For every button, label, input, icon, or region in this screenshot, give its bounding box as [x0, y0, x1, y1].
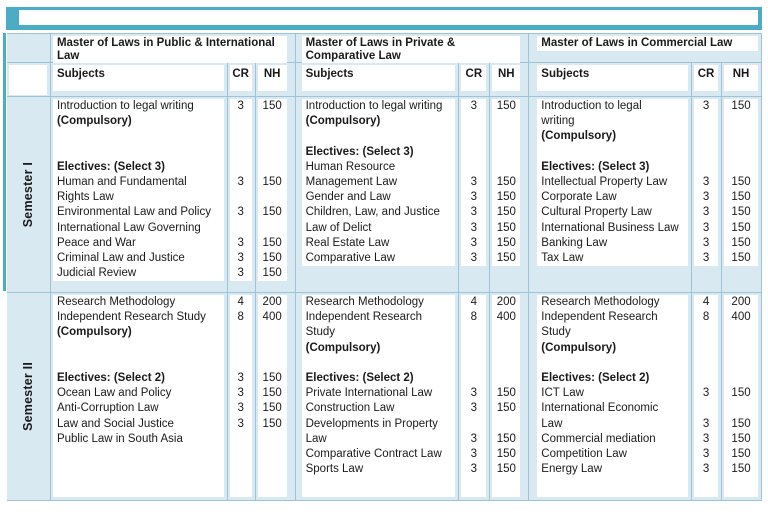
subject-line: International Economic: [541, 402, 659, 415]
value-line: 200: [496, 296, 516, 308]
value-line: 400: [496, 311, 516, 324]
cr-header: CR: [461, 65, 486, 91]
value-line: [461, 417, 486, 432]
value-line: 3: [470, 463, 478, 476]
value-line: [258, 341, 287, 356]
value-line: 150: [262, 371, 282, 384]
value-line: [492, 145, 520, 160]
value-line: [724, 356, 758, 371]
subject-line: Banking Law: [541, 236, 608, 249]
value-line: 150: [496, 463, 516, 476]
subject-line: Independent Research Study: [56, 311, 206, 324]
p1-sem1-nh-cell: [256, 97, 290, 292]
p3-sem1-cr-cell: [692, 97, 722, 292]
semester-2-label: Semester II: [21, 362, 36, 431]
subject-line: Introduction to legal writing: [56, 100, 194, 112]
semester-1-label: Semester I: [21, 161, 36, 228]
value-line: [461, 129, 486, 144]
subjects-header: Subjects: [302, 65, 456, 91]
value-line: [724, 325, 758, 340]
value-line: [461, 145, 486, 160]
value-line: 150: [731, 175, 751, 188]
value-line: 3: [470, 432, 478, 445]
value-line: 150: [496, 387, 516, 400]
subject-line: Independent Research: [541, 311, 658, 324]
curriculum-table: [7, 33, 762, 501]
value-line: [461, 371, 486, 386]
subject-line: Tax Law: [541, 251, 584, 264]
value-line: [724, 129, 758, 144]
value-line: 3: [237, 371, 244, 384]
p3-nh-header-cell: [722, 63, 761, 96]
value-line: 150: [496, 175, 516, 188]
subject-line: Electives: (Select 3): [305, 145, 414, 158]
subject-line: [537, 356, 688, 371]
value-line: 150: [731, 236, 751, 249]
value-line: [724, 160, 758, 175]
value-line: 3: [237, 251, 244, 264]
value-line: [230, 114, 252, 129]
value-line: [258, 190, 287, 205]
value-line: [724, 401, 758, 416]
program-1-title-cell: [51, 34, 290, 62]
subjects-header: Subjects: [53, 65, 224, 91]
column-separator: [523, 34, 535, 62]
subject-line: Intellectual Property Law: [541, 175, 668, 188]
value-line: 4: [237, 296, 244, 308]
value-line: 150: [262, 267, 282, 280]
value-line: 150: [496, 402, 516, 415]
p3-sem2-nh-cell: [722, 293, 761, 500]
subject-line: International Law Governing: [56, 221, 201, 234]
value-line: 150: [496, 206, 516, 219]
subject-line: Competition Law: [541, 447, 627, 460]
corner-blank: [9, 65, 47, 95]
value-line: 3: [702, 432, 710, 445]
value-line: 3: [702, 251, 710, 264]
p1-subjects-header-cell: [51, 63, 228, 96]
subject-line: Human Resource: [305, 160, 396, 173]
value-line: 150: [496, 251, 516, 264]
subject-line: Sports Law: [305, 463, 364, 476]
value-line: [492, 129, 520, 144]
value-line: 3: [702, 206, 710, 219]
subject-line: Comparative Law: [305, 251, 396, 264]
subjects-header: Subjects: [537, 65, 688, 91]
subject-line: Comparative Contract Law: [305, 447, 442, 460]
value-line: 150: [262, 417, 282, 430]
subject-line: writing: [541, 115, 575, 128]
value-line: 150: [496, 236, 516, 249]
subject-line: [302, 129, 456, 144]
value-line: 3: [470, 221, 478, 234]
value-line: 150: [731, 463, 751, 476]
value-line: [492, 417, 520, 432]
subject-line: Criminal Law and Justice: [56, 251, 185, 264]
top-title-bar-inner: [19, 10, 758, 25]
subject-line: Electives: (Select 2): [56, 371, 165, 384]
program-1-title: Master of Laws in Public & International Law: [53, 36, 287, 63]
corner-cell-title: [7, 34, 51, 62]
value-line: 3: [470, 191, 478, 204]
subject-line: [537, 145, 688, 160]
value-line: 3: [702, 387, 710, 400]
value-line: [694, 160, 718, 175]
value-line: 3: [237, 100, 244, 112]
value-line: [258, 129, 287, 144]
value-line: 150: [731, 100, 751, 112]
subject-line: Research Methodology: [56, 296, 176, 308]
left-accent-border: [3, 33, 6, 291]
value-line: 150: [496, 432, 516, 445]
value-line: 150: [731, 447, 751, 460]
value-line: [258, 145, 287, 160]
semester-1-label-cell: [7, 97, 51, 292]
value-line: 150: [496, 191, 516, 204]
p2-sem2-nh-cell: [490, 293, 523, 500]
subject-line: Electives: (Select 2): [305, 371, 414, 384]
semester-2-label-cell: [7, 293, 51, 500]
subject-line: International Business Law: [541, 221, 679, 234]
value-line: 3: [237, 387, 244, 400]
value-line: 4: [702, 296, 710, 308]
subject-line: Law: [541, 417, 563, 430]
value-line: 200: [731, 296, 751, 308]
p2-sem1-subjects-cell: [300, 97, 460, 292]
subject-line: Construction Law: [305, 402, 395, 415]
value-line: [230, 341, 252, 356]
p2-sem1-cr-cell: [459, 97, 490, 292]
subject-line: Peace and War: [56, 236, 136, 249]
p1-cr-header-cell: [228, 63, 256, 96]
subject-line: Ocean Law and Policy: [56, 387, 172, 400]
value-line: 3: [470, 447, 478, 460]
value-line: 150: [731, 221, 751, 234]
value-line: [461, 356, 486, 371]
subject-line: Energy Law: [541, 463, 603, 476]
value-line: [492, 325, 520, 340]
p1-nh-header-cell: [256, 63, 290, 96]
subject-line: Judicial Review: [56, 267, 137, 280]
column-separator: [290, 63, 300, 96]
value-line: 3: [702, 221, 710, 234]
p3-cr-header-cell: [692, 63, 722, 96]
subject-line: Management Law: [305, 175, 398, 188]
value-line: [230, 356, 252, 371]
value-line: 3: [470, 251, 478, 264]
program-3-title: Master of Laws in Commercial Law: [537, 36, 758, 51]
subject-line: Real Estate Law: [305, 236, 390, 249]
subject-line: (Compulsory): [56, 115, 132, 128]
p3-sem1-nh-cell: [722, 97, 761, 292]
subject-line: (Compulsory): [305, 115, 381, 128]
value-line: [258, 356, 287, 371]
value-line: [492, 356, 520, 371]
value-line: 400: [262, 311, 282, 324]
value-line: 3: [237, 267, 244, 280]
column-separator: [523, 63, 535, 96]
p1-sem2-cr-cell: [228, 293, 256, 500]
value-line: [258, 114, 287, 129]
value-line: [492, 114, 520, 129]
nh-header: NH: [724, 65, 758, 91]
value-line: 150: [731, 417, 751, 430]
curriculum-table-wrap: [7, 33, 763, 501]
value-line: 3: [237, 206, 244, 219]
value-line: 3: [702, 447, 710, 460]
value-line: [694, 356, 718, 371]
subject-line: Law and Social Justice: [56, 417, 174, 430]
value-line: [694, 401, 718, 416]
value-line: [230, 129, 252, 144]
value-line: [724, 371, 758, 386]
value-line: 3: [470, 100, 478, 112]
value-line: 150: [731, 251, 751, 264]
value-line: [694, 145, 718, 160]
value-line: 3: [237, 402, 244, 415]
cr-header: CR: [230, 65, 252, 91]
value-line: [724, 145, 758, 160]
value-line: 4: [470, 296, 478, 308]
value-line: [492, 371, 520, 386]
subject-line: Law of Delict: [305, 221, 372, 234]
p1-sem2-nh-cell: [256, 293, 290, 500]
value-line: 8: [702, 311, 710, 324]
value-line: 8: [470, 311, 478, 324]
value-line: 150: [262, 402, 282, 415]
column-separator: [290, 97, 300, 292]
column-separator: [290, 293, 300, 500]
value-line: 150: [731, 432, 751, 445]
subject-line: Law: [305, 432, 327, 445]
semester-1-row: [7, 96, 761, 292]
value-line: [492, 160, 520, 175]
value-line: 200: [262, 296, 282, 308]
value-line: 150: [262, 100, 282, 112]
subject-line: [53, 356, 224, 371]
value-line: 150: [262, 175, 282, 188]
column-separator: [523, 293, 535, 500]
subject-line: Cultural Property Law: [541, 206, 652, 219]
value-line: [694, 325, 718, 340]
subject-line: Environmental Law and Policy: [56, 206, 211, 219]
p1-sem2-subjects-cell: [51, 293, 228, 500]
value-line: [461, 341, 486, 356]
subject-line: Study: [541, 326, 571, 339]
value-line: [724, 341, 758, 356]
cr-header: CR: [694, 65, 718, 91]
subject-line: Developments in Property: [305, 417, 438, 430]
subject-line: Public Law in South Asia: [56, 432, 183, 445]
corner-cell-head: [7, 63, 51, 96]
value-line: 3: [237, 417, 244, 430]
p2-nh-header-cell: [490, 63, 523, 96]
p3-sem2-subjects-cell: [535, 293, 692, 500]
value-line: [694, 114, 718, 129]
program-3-title-cell: [535, 34, 761, 62]
value-line: 3: [702, 236, 710, 249]
value-line: 150: [262, 236, 282, 249]
subject-line: (Compulsory): [305, 341, 381, 354]
value-line: [230, 145, 252, 160]
value-line: 3: [237, 175, 244, 188]
value-line: 150: [496, 100, 516, 112]
value-line: 3: [237, 236, 244, 249]
subject-line: (Compulsory): [541, 341, 617, 354]
subject-line: [53, 341, 224, 356]
subject-line: Electives: (Select 2): [541, 371, 650, 384]
column-header-row: [7, 62, 761, 96]
value-line: 8: [237, 311, 244, 324]
value-line: 3: [470, 175, 478, 188]
value-line: 3: [702, 175, 710, 188]
subject-line: Children, Law, and Justice: [305, 206, 440, 219]
value-line: 150: [262, 387, 282, 400]
value-line: [694, 371, 718, 386]
value-line: 3: [702, 463, 710, 476]
value-line: [461, 160, 486, 175]
subject-line: Independent Research: [305, 311, 422, 324]
program-2-title-cell: [300, 34, 524, 62]
value-line: 3: [702, 100, 710, 112]
value-line: 400: [731, 311, 751, 324]
p2-subjects-header-cell: [300, 63, 460, 96]
subject-line: Electives: (Select 3): [56, 160, 165, 173]
value-line: [258, 160, 287, 175]
top-title-bar: [6, 7, 762, 30]
value-line: [230, 160, 252, 175]
value-line: 150: [731, 206, 751, 219]
p2-sem2-cr-cell: [459, 293, 490, 500]
subject-line: [53, 129, 224, 144]
subject-line: Private International Law: [305, 387, 433, 400]
subject-line: Research Methodology: [541, 296, 660, 308]
value-line: [492, 341, 520, 356]
subject-line: ICT Law: [541, 387, 584, 400]
nh-header: NH: [258, 65, 287, 91]
value-line: [258, 325, 287, 340]
p2-sem2-subjects-cell: [300, 293, 460, 500]
semester-2-row: [7, 292, 761, 500]
value-line: [230, 325, 252, 340]
subject-line: [302, 356, 456, 371]
p3-sem2-cr-cell: [692, 293, 722, 500]
subject-line: [53, 145, 224, 160]
value-line: 150: [496, 447, 516, 460]
subject-line: (Compulsory): [56, 326, 132, 339]
subject-line: Introduction to legal writing: [305, 100, 443, 112]
value-line: [461, 325, 486, 340]
subject-line: Human and Fundamental: [56, 175, 187, 188]
subject-line: Research Methodology: [305, 296, 424, 308]
subject-line: Commercial mediation: [541, 432, 656, 445]
subject-line: Study: [305, 326, 336, 339]
p2-cr-header-cell: [459, 63, 490, 96]
value-line: 3: [702, 191, 710, 204]
column-separator: [290, 34, 300, 62]
value-line: 3: [470, 206, 478, 219]
value-line: 150: [262, 251, 282, 264]
p2-sem1-nh-cell: [490, 97, 523, 292]
subject-line: Rights Law: [56, 191, 114, 204]
value-line: [230, 221, 252, 236]
value-line: 3: [470, 387, 478, 400]
subject-line: (Compulsory): [541, 130, 617, 143]
value-line: [230, 432, 252, 447]
value-line: [724, 114, 758, 129]
value-line: [258, 221, 287, 236]
value-line: [258, 432, 287, 447]
value-line: [461, 114, 486, 129]
value-line: 150: [262, 206, 282, 219]
value-line: [694, 341, 718, 356]
value-line: [694, 129, 718, 144]
column-separator: [523, 97, 535, 292]
value-line: 3: [470, 236, 478, 249]
program-2-title: Master of Laws in Private & Comparative Law: [302, 36, 521, 63]
value-line: 150: [731, 191, 751, 204]
subject-line: Anti-Corruption Law: [56, 402, 159, 415]
p1-sem1-subjects-cell: [51, 97, 228, 292]
p3-subjects-header-cell: [535, 63, 692, 96]
subject-line: Electives: (Select 3): [541, 160, 650, 173]
value-line: 150: [731, 387, 751, 400]
value-line: 150: [496, 221, 516, 234]
subject-line: Corporate Law: [541, 191, 617, 204]
p3-sem1-subjects-cell: [535, 97, 692, 292]
subject-line: Introduction to legal: [541, 100, 642, 112]
nh-header: NH: [492, 65, 520, 91]
value-line: 3: [470, 402, 478, 415]
program-title-row: [7, 34, 761, 62]
value-line: [230, 190, 252, 205]
subject-line: Gender and Law: [305, 191, 391, 204]
p1-sem1-cr-cell: [228, 97, 256, 292]
value-line: 3: [702, 417, 710, 430]
